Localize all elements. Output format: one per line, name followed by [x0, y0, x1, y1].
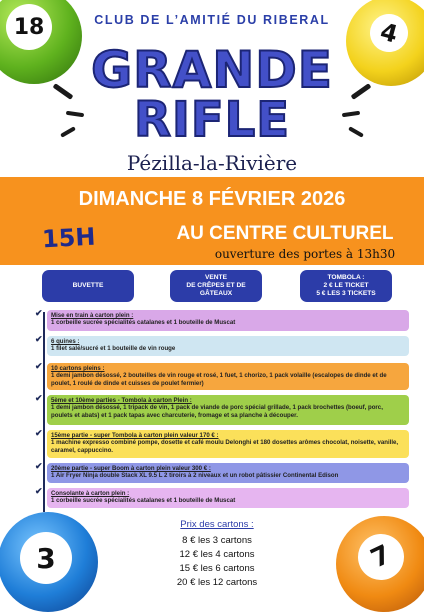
round-item [47, 336, 409, 356]
round-text: 1 demi jambon désossé, 1 tripack de vin, 1 pack de viande de porc spécial grillade, 1 pack brochettes (boeuf, porc, poulets et abats) et 1 pack tapas avec charcuterie, fromage et sa planche à découper. [51, 404, 383, 419]
round-title: 20ème partie - super Boom à carton plein valeur 300 € : [51, 465, 211, 472]
price-item: 8 € les 3 cartons [182, 535, 252, 546]
check-icon: ✔ [35, 361, 43, 371]
check-icon: ✔ [35, 428, 43, 438]
billiard-ball-3 [0, 512, 98, 612]
round-text: 1 demi jambon désossé, 2 bouteilles de vin rouge et rosé, 1 fuet, 1 chorizo, 1 pack volaille (escalopes de dinde et de poulet, 1 roulé de dinde et cuisses de poulet fermier) [51, 372, 387, 387]
pill-text: 5 € LES 3 TICKETS [316, 290, 376, 297]
round-text: 1 Air Fryer Ninja double Stack XL 9.5 L 2 tiroirs à 2 niveaux et un robot pâtissier Continental Edison [51, 472, 339, 480]
round-text: 1 corbeille sucrée spécialités catalanes et 1 bouteille de Muscat [51, 497, 236, 505]
ball-number: 3 [20, 532, 72, 584]
round-item [47, 463, 409, 483]
buvette-pill [42, 270, 134, 302]
round-title: 10 cartons pleins : [51, 365, 105, 372]
crepes-pill [170, 270, 262, 302]
price-item: 20 € les 12 cartons [176, 577, 258, 588]
ball-number: 7 [350, 526, 411, 587]
pill-text: 2 € LE TICKET [323, 282, 369, 289]
title-grande: GRANDE [91, 41, 333, 99]
tombola-pill [300, 270, 392, 302]
round-item [47, 430, 409, 458]
round-item [47, 310, 409, 331]
pill-text: VENTE [205, 274, 227, 281]
event-date: DIMANCHE 8 FÉVRIER 2026 [78, 188, 346, 210]
billiard-ball-7 [336, 516, 424, 612]
price-item: 12 € les 4 cartons [179, 549, 255, 560]
round-item [47, 488, 409, 508]
check-icon: ✔ [35, 393, 43, 403]
check-icon: ✔ [35, 486, 43, 496]
round-text: 1 filet salé/sucré et 1 bouteille de vin rouge [51, 345, 176, 353]
ball-number: 18 [6, 4, 52, 50]
event-hour: 15H [41, 222, 97, 254]
opening-time: ouverture des portes à 13h30 [214, 247, 396, 261]
check-icon: ✔ [35, 334, 43, 344]
ball-number: 4 [366, 10, 413, 57]
round-title: Mise en train à carton plein : [51, 312, 134, 319]
check-icon: ✔ [35, 308, 43, 318]
price-item: 15 € les 6 cartons [179, 563, 255, 574]
round-text: 1 corbeille sucrée spécialités catalanes et 1 bouteille de Muscat [51, 319, 236, 327]
club-name: CLUB DE L’AMITIÉ DU RIBERAL [94, 13, 330, 27]
prices-title: Prix des cartons : [180, 519, 254, 530]
pill-text: BUVETTE [72, 282, 104, 289]
round-title: 5ème et 10ème parties - Tombola à carton Plein : [51, 397, 192, 404]
round-title: 6 quines : [51, 338, 80, 345]
round-item [47, 395, 409, 425]
round-text: 1 machine expresso combiné pompe, dosette et café moulu Delonghi et 180 dosettes arômes chocolat, noisette, vanille, caramel, cappuccino. [51, 439, 399, 454]
pill-text: TOMBOLA : [327, 274, 365, 281]
round-item [47, 363, 409, 390]
round-title: Consolante à carton plein : [51, 490, 130, 497]
check-icon: ✔ [35, 461, 43, 471]
timeline-line [43, 312, 45, 512]
title-rifle: RIFLE [134, 92, 290, 148]
town-name: Pézilla-la-Rivière [126, 151, 298, 175]
event-place: AU CENTRE CULTUREL [176, 223, 394, 244]
pill-text: DE CRÊPES ET DE GÂTEAUX [186, 282, 246, 297]
round-title: 15ème partie - super Tombola à carton plein valeur 170 € : [51, 432, 219, 439]
